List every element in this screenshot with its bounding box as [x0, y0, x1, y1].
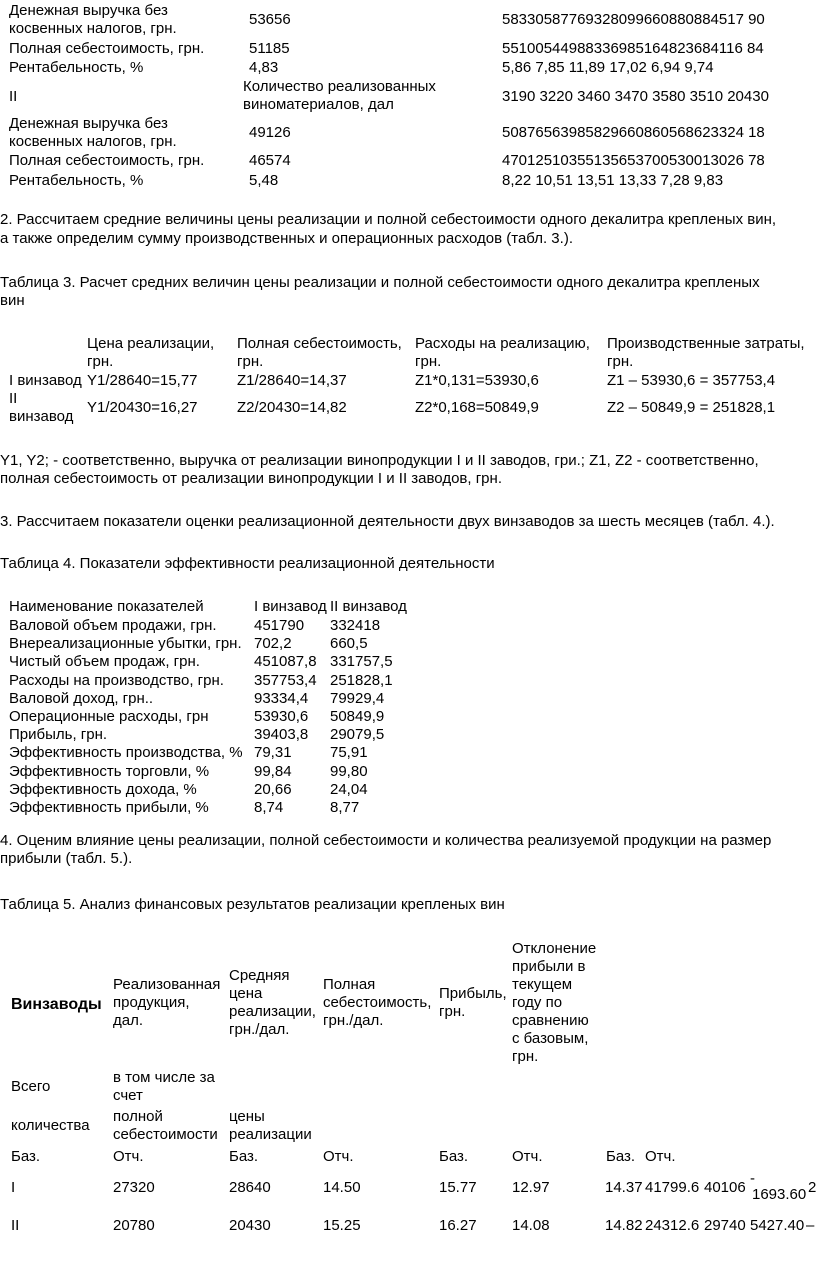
cell-value: 27320 — [113, 1179, 155, 1196]
row-label: II — [9, 390, 18, 407]
column-header: Производственные затраты, — [607, 335, 805, 352]
paragraph: прибыли (табл. 5.). — [0, 850, 133, 867]
row-label: Расходы на производство, грн. — [9, 672, 224, 689]
column-header: II винзавод — [330, 598, 407, 615]
cell-value: 4,83 — [249, 59, 279, 76]
column-header: Полная себестоимость, — [237, 335, 402, 352]
row-label: Полная себестоимость, грн. — [9, 40, 205, 57]
cell-value: 41799.6 — [645, 1179, 700, 1196]
column-header: грн. — [87, 353, 114, 370]
row-label: Валовой объем продажи, грн. — [9, 617, 217, 634]
cell-value: 99,80 — [330, 763, 368, 780]
column-header: Средняя — [229, 967, 290, 984]
column-header: реализации, — [229, 1003, 316, 1020]
cell-value: 357753,4 — [254, 672, 317, 689]
cell-value: 39403,8 — [254, 726, 309, 743]
cell-value: 660,5 — [330, 635, 368, 652]
cell-value: 331757,5 — [330, 653, 393, 670]
cell-value: 451087,8 — [254, 653, 317, 670]
column-header: полной — [113, 1108, 163, 1125]
cell-value: 5427.40 — [750, 1217, 805, 1234]
row-label: Внереализационные убытки, грн. — [9, 635, 242, 652]
column-header: I винзавод — [254, 598, 327, 615]
column-header: Прибыль, — [439, 985, 507, 1002]
cell-value: - — [750, 1170, 755, 1187]
table-caption: вин — [0, 292, 25, 309]
cell-value: 251828,1 — [330, 672, 393, 689]
cell-value: 79929,4 — [330, 690, 385, 707]
cell-value: 3190 3220 3460 3470 3580 3510 20430 — [502, 88, 769, 105]
column-header: Отклонение — [512, 940, 597, 957]
column-header: дал. — [113, 1012, 144, 1029]
base-label: Баз. — [229, 1148, 259, 1165]
row-label: Эффективность торговли, % — [9, 763, 210, 780]
paragraph: Y1, Y2; - соответственно, выручка от реализации винопродукции I и II заводов, гри.; Z1, Z2 - соответственно, — [0, 452, 759, 469]
row-label: I винзавод — [9, 372, 82, 389]
cell-value: 40106 — [704, 1179, 746, 1196]
cell-value: 46574 — [249, 152, 291, 169]
cell-value: 50876563985829660860568623324 18 — [502, 124, 765, 141]
row-label: винзавод — [9, 408, 74, 425]
cell-value: 15.77 — [439, 1179, 477, 1196]
cell-value: 5,48 — [249, 172, 279, 189]
cell-value: 53930,6 — [254, 708, 309, 725]
column-header: цена — [229, 985, 263, 1002]
cell-value: 451790 — [254, 617, 305, 634]
column-header: продукция, — [113, 994, 190, 1011]
cell-value: 79,31 — [254, 744, 292, 761]
base-label: Баз. — [11, 1148, 41, 1165]
column-header: себестоимость, — [323, 994, 432, 1011]
row-label: Эффективность прибыли, % — [9, 799, 209, 816]
cell-value: 29079,5 — [330, 726, 385, 743]
paragraph: 4. Оценим влияние цены реализации, полной себестоимости и количества реализуемой продукции на размер — [0, 832, 772, 849]
cell-value: 8,77 — [330, 799, 360, 816]
cell-value: 14.08 — [512, 1217, 550, 1234]
column-header: цены — [229, 1108, 265, 1125]
cell-value: – — [806, 1217, 815, 1234]
cell-value: 50849,9 — [330, 708, 385, 725]
row-label: косвенных налогов, грн. — [9, 133, 177, 150]
table-caption: Таблица 4. Показатели эффективности реализационной деятельности — [0, 555, 495, 572]
paragraph: 3. Рассчитаем показатели оценки реализационной деятельности двух винзаводов за шесть месяцев (табл. 4.). — [0, 513, 775, 530]
column-header: количества — [11, 1117, 90, 1134]
row-label: Операционные расходы, грн — [9, 708, 209, 725]
column-header: грн. — [439, 1003, 466, 1020]
row-label: Рентабельность, % — [9, 59, 144, 76]
row-label: Прибыль, грн. — [9, 726, 108, 743]
column-header: Цена реализации, — [87, 335, 215, 352]
row-label: Денежная выручка без — [9, 115, 168, 132]
cell-value: 55100544988336985164823684116 84 — [502, 40, 764, 57]
cell-value: 332418 — [330, 617, 381, 634]
row-label: Чистый объем продаж, грн. — [9, 653, 200, 670]
row-label: косвенных налогов, грн. — [9, 20, 177, 37]
cell-value: 58330587769328099660880884517 90 — [502, 11, 765, 28]
cell-value: 702,2 — [254, 635, 292, 652]
base-label: Отч. — [512, 1148, 543, 1165]
cell-value: 20780 — [113, 1217, 155, 1234]
column-header: сравнению — [512, 1012, 589, 1029]
row-label: II — [9, 88, 18, 105]
column-header: Наименование показателей — [9, 598, 204, 615]
cell-value: 14.37 — [605, 1179, 643, 1196]
column-header: грн. — [607, 353, 634, 370]
row-label: Валовой доход, грн.. — [9, 690, 154, 707]
column-header: Расходы на реализацию, — [415, 335, 590, 352]
table-caption: Таблица 5. Анализ финансовых результатов реализации крепленых вин — [0, 896, 505, 913]
cell-value: 51185 — [249, 40, 290, 57]
cell-value: Количество реализованных — [243, 78, 436, 95]
column-header: текущем — [512, 976, 573, 993]
cell-value: 20,66 — [254, 781, 292, 798]
cell-value: 5,86 7,85 11,89 17,02 6,94 9,74 — [502, 59, 714, 76]
column-header: с базовым, — [512, 1030, 589, 1047]
row-label: Эффективность производства, % — [9, 744, 243, 761]
column-header: грн./дал. — [229, 1021, 290, 1038]
column-header: прибыли в — [512, 958, 586, 975]
base-label: Отч. — [323, 1148, 354, 1165]
row-label: Денежная выручка без — [9, 2, 168, 19]
base-label: Баз. — [606, 1148, 636, 1165]
cell-value: Y1/28640=15,77 — [87, 372, 198, 389]
paragraph: полная себестоимость от реализации винопродукции I и II заводов, грн. — [0, 470, 502, 487]
cell-value: Z1 – 53930,6 = 357753,4 — [607, 372, 776, 389]
cell-value: 53656 — [249, 11, 291, 28]
cell-value: 29740 — [704, 1217, 746, 1234]
cell-value: 1693.60 — [752, 1186, 807, 1203]
cell-value: 24312.6 — [645, 1217, 700, 1234]
cell-value: 24,04 — [330, 781, 368, 798]
cell-value: Z2 – 50849,9 = 251828,1 — [607, 399, 776, 416]
cell-value: Z2/20430=14,82 — [237, 399, 347, 416]
cell-value: 14.82 — [605, 1217, 643, 1234]
column-header: грн./дал. — [323, 1012, 384, 1029]
column-header: Реализованная — [113, 976, 221, 993]
cell-value: 49126 — [249, 124, 291, 141]
column-header: Всего — [11, 1078, 51, 1095]
column-header: себестоимости — [113, 1126, 218, 1143]
base-label: Отч. — [113, 1148, 144, 1165]
paragraph: 2. Рассчитаем средние величины цены реализации и полной себестоимости одного декалитра крепленых вин, — [0, 211, 777, 228]
cell-value: Z1/28640=14,37 — [237, 372, 347, 389]
cell-value: 75,91 — [330, 744, 368, 761]
column-header: реализации — [229, 1126, 312, 1143]
column-header: счет — [113, 1087, 143, 1104]
cell-value: 16.27 — [439, 1217, 477, 1234]
column-header: в том числе за — [113, 1069, 215, 1086]
cell-value: Y1/20430=16,27 — [87, 399, 198, 416]
row-label: II — [11, 1217, 20, 1234]
paragraph: а также определим сумму производственных и операционных расходов (табл. 3.). — [0, 230, 573, 247]
column-header: грн. — [415, 353, 442, 370]
table-caption: Таблица 3. Расчет средних величин цены реализации и полной себестоимости одного декалитра крепленых — [0, 274, 760, 291]
cell-value: 99,84 — [254, 763, 292, 780]
cell-value: 15.25 — [323, 1217, 361, 1234]
cell-value: 93334,4 — [254, 690, 309, 707]
cell-value: 20430 — [229, 1217, 271, 1234]
cell-value: 47012510355135653700530013026 78 — [502, 152, 765, 169]
column-header: грн. — [237, 353, 264, 370]
column-header: грн. — [512, 1048, 539, 1065]
base-label: Баз. — [439, 1148, 469, 1165]
cell-value: Z1*0,131=53930,6 — [415, 372, 539, 389]
row-label: I — [11, 1179, 16, 1196]
row-label: Полная себестоимость, грн. — [9, 152, 205, 169]
row-label: Эффективность дохода, % — [9, 781, 197, 798]
column-header: году по — [512, 994, 563, 1011]
cell-value: виноматериалов, дал — [243, 96, 394, 113]
cell-value: 12.97 — [512, 1179, 550, 1196]
cell-value: 8,22 10,51 13,51 13,33 7,28 9,83 — [502, 172, 724, 189]
base-label: Отч. — [645, 1148, 676, 1165]
row-label: Рентабельность, % — [9, 172, 144, 189]
cell-value: 14.50 — [323, 1179, 361, 1196]
column-header: Винзаводы — [11, 996, 102, 1013]
column-header: Полная — [323, 976, 376, 993]
cell-value: 2 — [808, 1179, 816, 1196]
cell-value: 8,74 — [254, 799, 284, 816]
cell-value: 28640 — [229, 1179, 271, 1196]
cell-value: Z2*0,168=50849,9 — [415, 399, 539, 416]
